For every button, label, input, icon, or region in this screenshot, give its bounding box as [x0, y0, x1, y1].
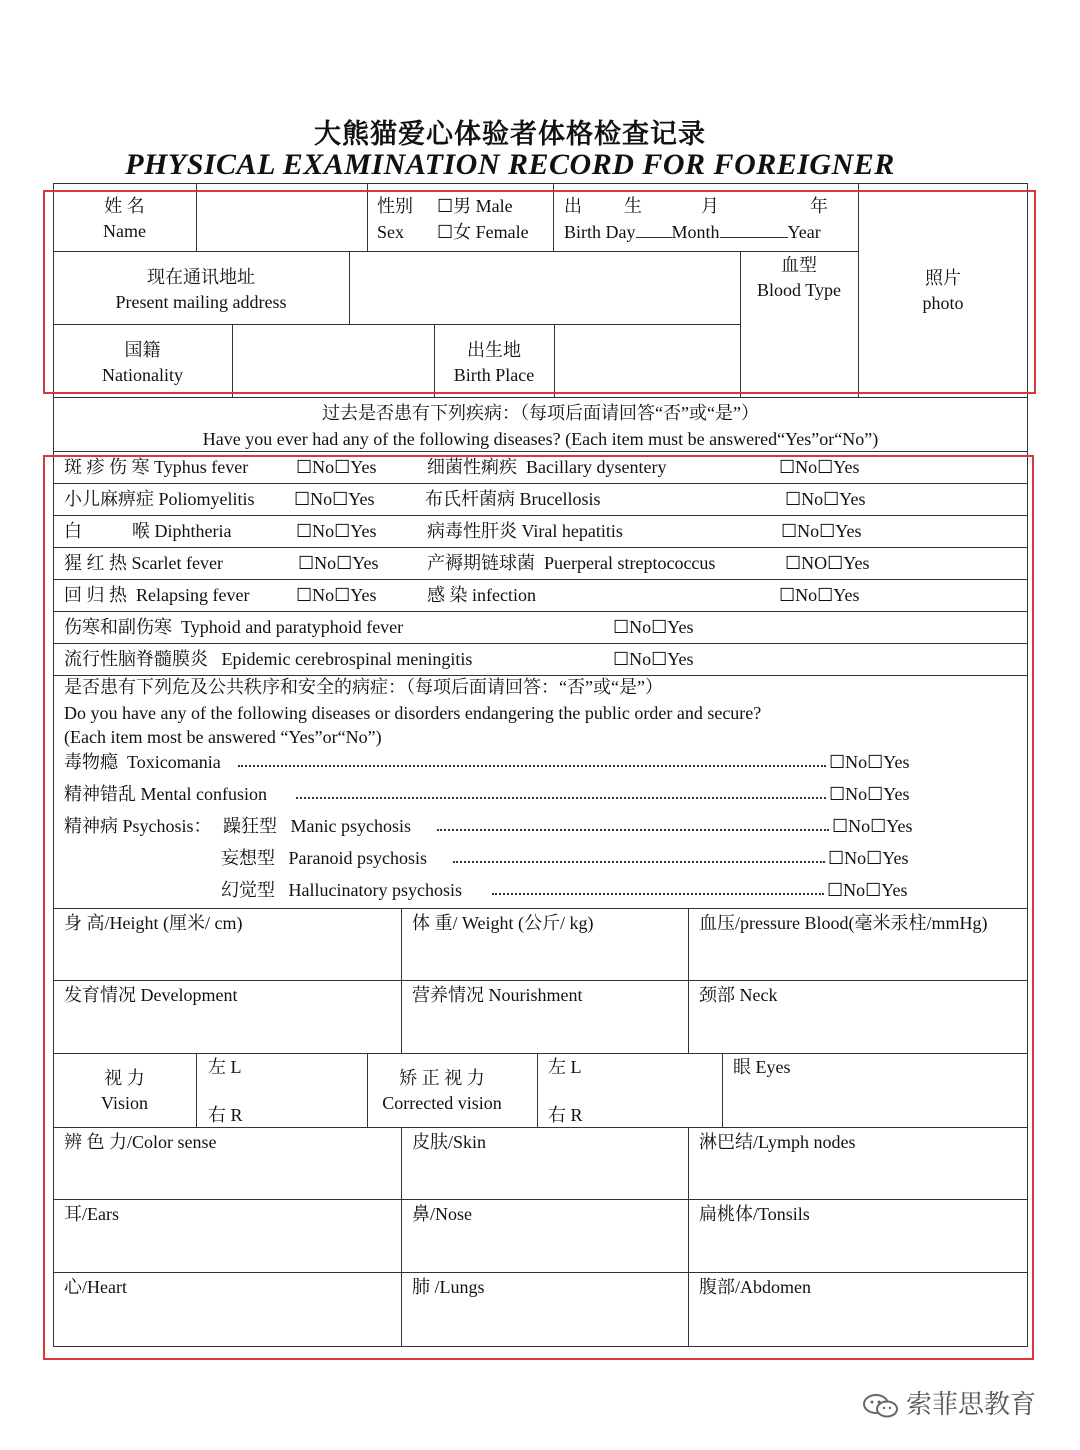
birthplace-label-cn: 出生地 [467, 340, 521, 360]
hallucinatory-en: Hallucinatory psychosis [288, 880, 462, 900]
viral-hepatitis-options[interactable]: ☐No☐Yes [781, 521, 862, 541]
birthplace-label-en: Birth Place [453, 365, 535, 385]
public-order-question-en: Do you have any of the following diseases or disorders endangering the public order and secure? [64, 703, 762, 723]
paranoid-en: Paranoid psychosis [288, 848, 427, 868]
color-sense-field[interactable]: 辨 色 力/Color sense [64, 1132, 217, 1152]
typhus-fever-options[interactable]: ☐No☐Yes [296, 457, 377, 477]
birth-label-cn-1: 出 [564, 196, 582, 216]
vision-left-field[interactable]: 左 L [208, 1057, 242, 1077]
mental-confusion-cn: 精神错乱 [64, 784, 136, 804]
public-order-question-cn: 是否患有下列危及公共秩序和安全的病症：（每项后面请回答：“否”或“是”） [64, 677, 663, 697]
weight-field[interactable]: 体 重/ Weight (公斤/ kg) [412, 913, 594, 933]
disease-question [53, 400, 1028, 452]
birth-month-label: Month [671, 222, 720, 242]
vision-right-field[interactable]: 右 R [208, 1105, 243, 1125]
infection-en: infection [472, 585, 536, 605]
relapsing-fever-options[interactable]: ☐No☐Yes [296, 585, 377, 605]
neck-field[interactable]: 颈部 Neck [699, 985, 778, 1005]
typhus-fever-en: Typhus fever [154, 457, 249, 477]
typhoid-cn: 伤寒和副伤寒 [64, 617, 172, 637]
puerperal-strep-cn: 产褥期链球菌 [427, 553, 535, 573]
blood-pressure-field[interactable]: 血压/pressure Blood(毫米汞柱/mmHg) [699, 913, 988, 933]
tonsils-field[interactable]: 扁桃体/Tonsils [699, 1204, 810, 1224]
typhoid-options[interactable]: ☐No☐Yes [613, 617, 694, 637]
form-title-chinese: 大熊猫爱心体验者体格检查记录 [314, 119, 706, 150]
poliomyelitis-cn: 小儿麻痹症 [64, 489, 154, 509]
development-field[interactable]: 发育情况 Development [64, 985, 238, 1005]
highlight-frame-personal [43, 190, 1036, 394]
mental-confusion-en: Mental confusion [140, 784, 267, 804]
sex-male-checkbox[interactable]: ☐男 Male [437, 196, 513, 216]
mental-confusion-options[interactable]: ☐No☐Yes [829, 784, 910, 804]
brucellosis-cn: 布氏杆菌病 [425, 489, 515, 509]
photo-label-en: photo [922, 293, 964, 313]
vision-label-cn: 视 力 [104, 1068, 145, 1088]
hallucinatory-cn: 幻觉型 [221, 880, 275, 900]
highlight-frame-examination [43, 455, 1034, 1360]
diphtheria-options[interactable]: ☐No☐Yes [296, 521, 377, 541]
vision-label-en: Vision [101, 1093, 148, 1113]
poliomyelitis-en: Poliomyelitis [158, 489, 255, 509]
corrected-vision-label-cn: 矫 正 视 力 [399, 1068, 485, 1088]
meningitis-en: Epidemic cerebrospinal meningitis [221, 649, 473, 669]
nose-field[interactable]: 鼻/Nose [412, 1204, 472, 1224]
relapsing-fever-en: Relapsing fever [136, 585, 250, 605]
scarlet-fever-cn: 猩 红 热 [64, 553, 127, 573]
photo-label-cn: 照片 [925, 268, 961, 288]
toxicomania-cn: 毒物瘾 [64, 752, 118, 772]
diphtheria-en: Diphtheria [154, 521, 232, 541]
heart-field[interactable]: 心/Heart [64, 1277, 127, 1297]
birth-label-cn-3: 月 [701, 196, 719, 216]
bacillary-dysentery-options[interactable]: ☐No☐Yes [779, 457, 860, 477]
psychosis-cn: 精神病 [64, 816, 118, 836]
viral-hepatitis-en: Viral hepatitis [521, 521, 623, 541]
eyes-field[interactable]: 眼 Eyes [733, 1057, 791, 1077]
puerperal-strep-en: Puerperal streptococcus [544, 553, 716, 573]
disease-question-cn: 过去是否患有下列疾病：（每项后面请回答“否”或“是”） [322, 403, 759, 423]
watermark-text: 索菲思教育 [906, 1390, 1037, 1420]
name-label-en: Name [103, 221, 146, 241]
sex-label-en: Sex [377, 222, 404, 242]
scarlet-fever-en: Scarlet fever [131, 553, 223, 573]
meningitis-cn: 流行性脑脊髓膜炎 [64, 649, 208, 669]
lymph-nodes-field[interactable]: 淋巴结/Lymph nodes [699, 1132, 856, 1152]
diphtheria-cn-1: 白 [64, 521, 82, 541]
diphtheria-cn-2: 喉 [132, 521, 150, 541]
typhoid-en: Typhoid and paratyphoid fever [181, 617, 404, 637]
height-field[interactable]: 身 高/Height (厘米/ cm) [64, 913, 243, 933]
nourishment-field[interactable]: 营养情况 Nourishment [412, 985, 583, 1005]
poliomyelitis-options[interactable]: ☐No☐Yes [294, 489, 375, 509]
birth-day-label: Birth Day [564, 222, 636, 242]
manic-options[interactable]: ☐No☐Yes [832, 816, 913, 836]
watermark [862, 1384, 1036, 1421]
brucellosis-en: Brucellosis [519, 489, 601, 509]
wechat-icon [862, 1393, 900, 1419]
paranoid-cn: 妄想型 [221, 848, 275, 868]
infection-cn: 感 染 [427, 585, 468, 605]
skin-field[interactable]: 皮肤/Skin [412, 1132, 487, 1152]
bacillary-dysentery-cn: 细菌性痢疾 [427, 457, 517, 477]
hallucinatory-options[interactable]: ☐No☐Yes [827, 880, 908, 900]
manic-cn: 躁狂型 [223, 816, 277, 836]
blood-type-label-en: Blood Type [757, 280, 841, 300]
brucellosis-options[interactable]: ☐No☐Yes [785, 489, 866, 509]
relapsing-fever-cn: 回 归 热 [64, 585, 127, 605]
abdomen-field[interactable]: 腹部/Abdomen [699, 1277, 811, 1297]
corrected-vision-label-en: Corrected vision [382, 1093, 502, 1113]
psychosis-en: Psychosis： [122, 816, 212, 836]
address-label-en: Present mailing address [115, 292, 287, 312]
birth-label-cn-4: 年 [810, 196, 828, 216]
puerperal-strep-options[interactable]: ☐NO☐Yes [785, 553, 870, 573]
corrected-left-field[interactable]: 左 L [548, 1057, 582, 1077]
meningitis-options[interactable]: ☐No☐Yes [613, 649, 694, 669]
address-label-cn: 现在通讯地址 [147, 267, 255, 287]
bacillary-dysentery-en: Bacillary dysentery [526, 457, 667, 477]
sex-female-checkbox[interactable]: ☐女 Female [437, 222, 529, 242]
viral-hepatitis-cn: 病毒性肝炎 [427, 521, 517, 541]
scarlet-fever-options[interactable]: ☐No☐Yes [298, 553, 379, 573]
manic-en: Manic psychosis [290, 816, 411, 836]
toxicomania-en: Toxicomania [127, 752, 221, 772]
sex-label-cn: 性别 [377, 196, 413, 216]
toxicomania-options[interactable]: ☐No☐Yes [829, 752, 910, 772]
nationality-label-en: Nationality [102, 365, 183, 385]
blood-type-label-cn: 血型 [781, 255, 817, 275]
nationality-label-cn: 国籍 [124, 340, 161, 360]
name-label-cn: 姓 名 [104, 196, 145, 216]
ears-field[interactable]: 耳/Ears [64, 1204, 119, 1224]
disease-question-en: Have you ever had any of the following diseases? (Each item must be answered“Yes”or“No”) [202, 429, 879, 449]
lungs-field[interactable]: 肺 /Lungs [412, 1277, 485, 1297]
form-title-english: PHYSICAL EXAMINATION RECORD FOR FOREIGNER [125, 148, 895, 181]
corrected-right-field[interactable]: 右 R [548, 1105, 583, 1125]
infection-options[interactable]: ☐No☐Yes [779, 585, 860, 605]
paranoid-options[interactable]: ☐No☐Yes [828, 848, 909, 868]
typhus-fever-cn: 斑 疹 伤 寒 [64, 457, 150, 477]
birth-year-label: Year [787, 222, 821, 242]
birth-label-cn-2: 生 [624, 196, 642, 216]
public-order-question-note: (Each item most be answered “Yes”or“No”) [64, 727, 382, 747]
